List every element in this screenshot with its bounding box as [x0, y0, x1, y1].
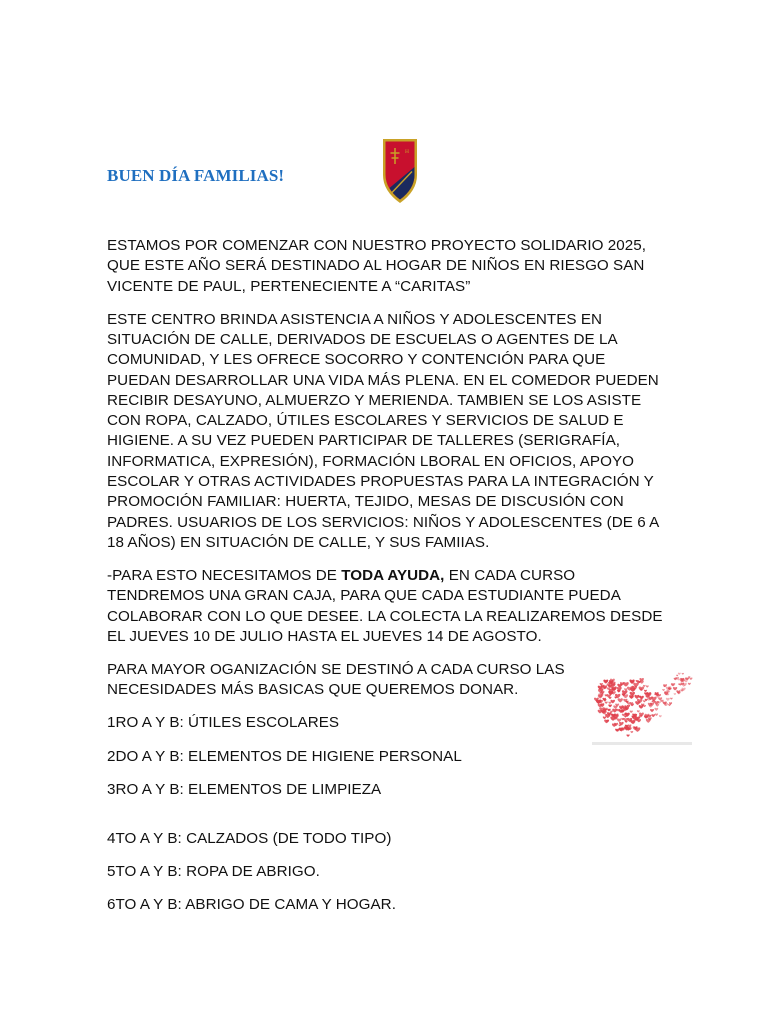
course-item: 4TO A Y B: CALZADOS (DE TODO TIPO) [107, 829, 392, 847]
help-text-start: -PARA ESTO NECESITAMOS DE [107, 567, 342, 585]
help-paragraph [107, 566, 667, 647]
letter-body [107, 236, 667, 915]
greeting-heading: BUEN DÍA FAMILIAS! [107, 166, 285, 185]
svg-text:H: H [405, 149, 409, 155]
course-item: 1RO A Y B: ÚTILES ESCOLARES [107, 714, 340, 732]
course-item: 5TO A Y B: ROPA DE ABRIGO. [107, 863, 320, 880]
course-item: 2DO A Y B: ELEMENTOS DE HIGIENE PERSONAL [107, 747, 462, 765]
school-crest-icon [381, 137, 419, 205]
heart-illustration [591, 668, 693, 754]
help-text-end: EN CADA CURSO TENDREMOS UNA GRAN CAJA, PARA QUE CADA ESTUDIANTE PUEDA COLABORAR CON LO QUE DESEE. LA COLECTA LA REALIZAREMOS DESDE EL JUEVES 10 DE JULIO HASTA EL JUEVES 14 DE AGOSTO. [107, 567, 663, 645]
help-emphasis: TODA AYUDA, [341, 567, 445, 585]
course-item: 6TO A Y B: ABRIGO DE CAMA Y HOGAR. [107, 896, 396, 914]
intro-paragraph: ESTAMOS POR COMENZAR CON NUESTRO PROYECTO SOLIDARIO 2025, QUE ESTE AÑO SERÁ DESTINADO AL HOGAR DE NIÑOS EN RIESGO SAN VICENTE DE PAUL, PERTENECIENTE A “CARITAS” [107, 237, 647, 295]
course-item: 3RO A Y B: ELEMENTOS DE LIMPIEZA [107, 780, 382, 798]
organization-paragraph: PARA MAYOR OGANIZACIÓN SE DESTINÓ A CADA CURSO LAS NECESIDADES MÁS BASICAS QUE QUEREMOS DONAR. [107, 661, 565, 699]
description-paragraph: ESTE CENTRO BRINDA ASISTENCIA A NIÑOS Y ADOLESCENTES EN SITUACIÓN DE CALLE, DERIVADOS DE ESCUELAS O AGENTES DE LA COMUNIDAD, Y LES OFRECE SOCORRO Y CONTENCIÓN PARA QUE PUEDAN DESARROLLAR UNA VIDA MÁS PLENA. EN EL COMEDOR PUEDEN RECIBIR DESAYUNO, ALMUERZO Y MERIENDA. TAMBIEN SE LOS ASISTE CON ROPA, CALZADO, ÚTILES ESCOLARES Y SERVICIOS DE SALUD E HIGIENE. A SU VEZ PUEDEN PARTICIPAR DE TALLERES (SERIGRAFÍA, INFORMATICA, EXPRESIÓN), FORMACIÓN LBORAL EN OFICIOS, APOYO ESCOLAR Y OTRAS ACTIVIDADES PROPUESTAS PARA LA INTEGRACIÓN Y PROMOCIÓN FAMILIAR: HUERTA, TEJIDO, MESAS DE DISCUSIÓN CON PADRES. USUARIOS DE LOS SERVICIOS: NIÑOS Y ADOLESCENTES (DE 6 A 18 AÑOS) EN SITUACIÓN DE CALLE, Y SUS FAMIIAS. [107, 310, 659, 551]
